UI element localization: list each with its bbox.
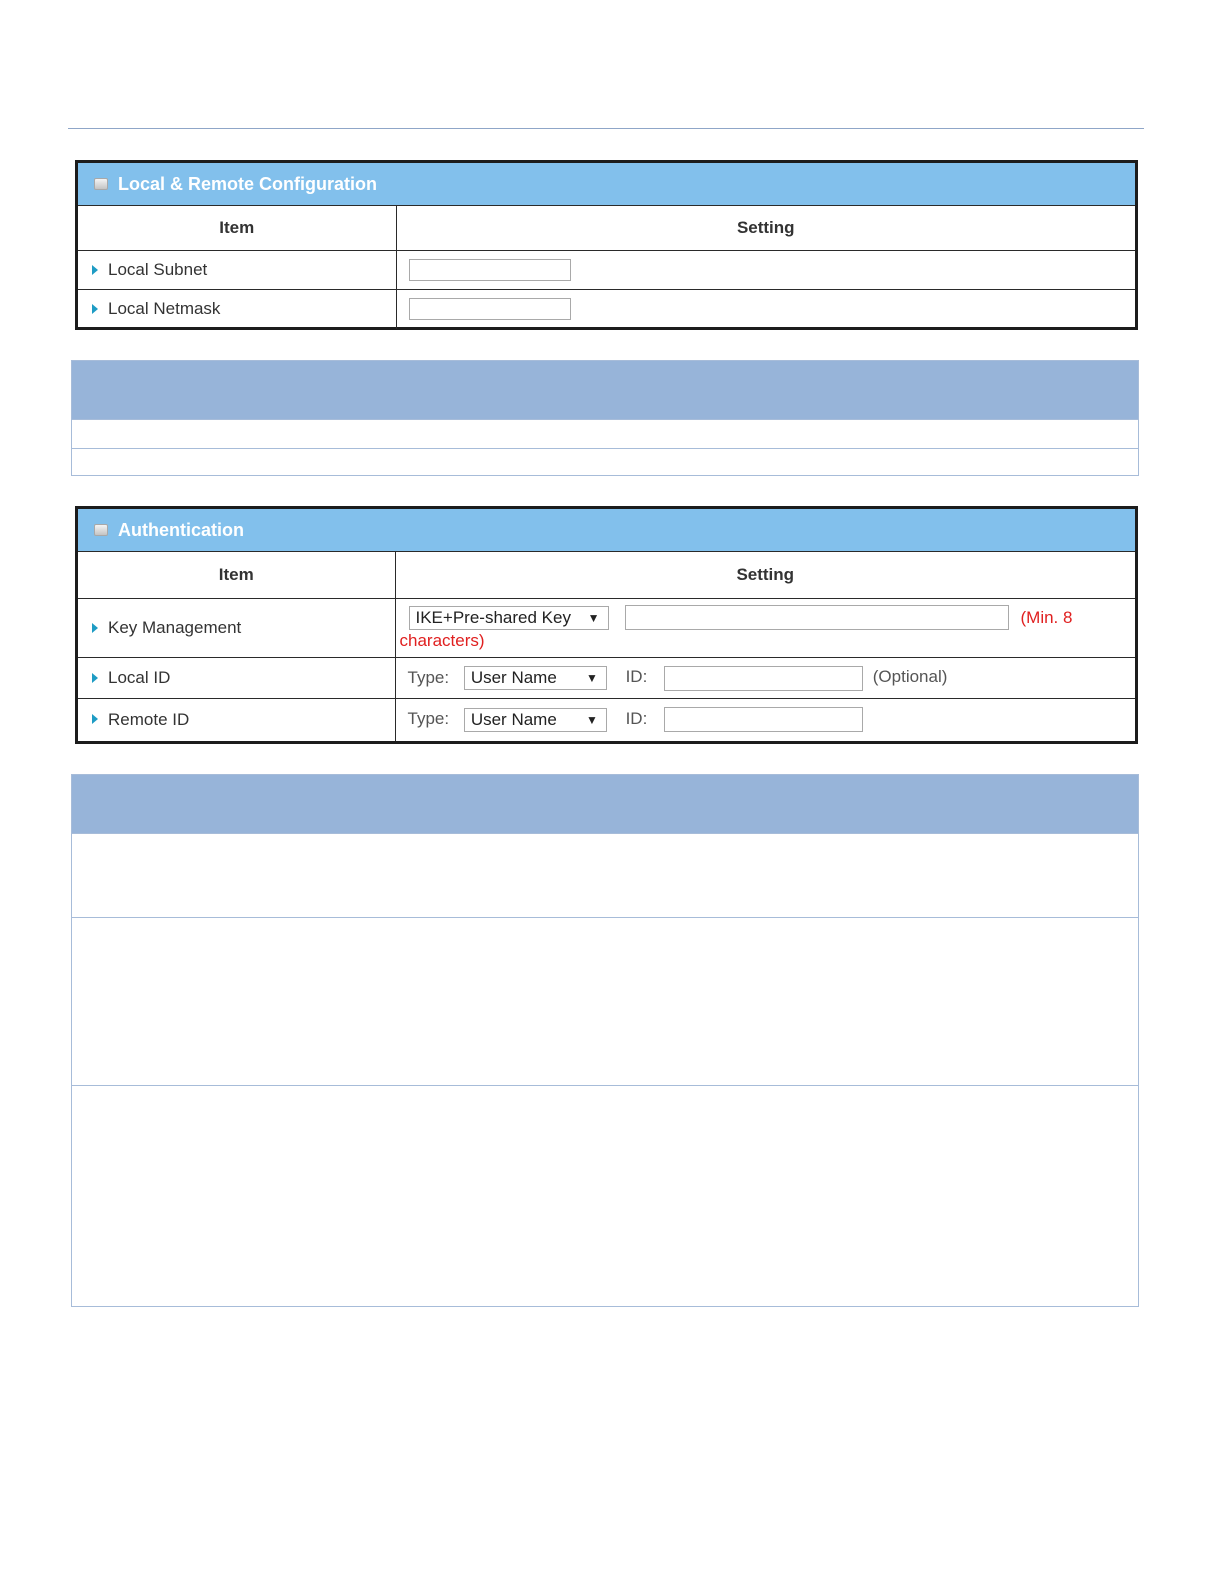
remote-id-type-select[interactable] (464, 708, 607, 732)
triangle-right-icon (92, 304, 98, 314)
triangle-right-icon (92, 623, 98, 633)
column-header-setting: Setting (395, 552, 1135, 599)
table-row (78, 658, 1135, 699)
table-row (78, 251, 1135, 290)
column-header-item: Item (78, 206, 396, 251)
description-header (72, 775, 1138, 833)
min-chars-hint: (Min. 8 (1020, 607, 1073, 627)
key-management-label: Key Management (108, 618, 242, 637)
dropdown-caret-icon: ▼ (585, 671, 598, 685)
key-management-select-value: IKE+Pre-shared Key (415, 607, 571, 627)
top-rule (68, 128, 1144, 129)
panel-header (78, 163, 1135, 205)
description-row (72, 419, 1138, 448)
local-id-id-label: ID: (625, 667, 648, 687)
panel-title: Authentication (118, 519, 244, 540)
panel-title: Local & Remote Configuration (118, 173, 378, 194)
triangle-right-icon (92, 673, 98, 683)
auth-table (78, 551, 1135, 741)
description-row (72, 448, 1138, 477)
dropdown-caret-icon: ▼ (585, 712, 598, 727)
remote-id-label: Remote ID (108, 709, 190, 729)
local-id-type-label: Type: (407, 667, 450, 687)
remote-id-type-value: User Name (470, 709, 557, 729)
local-id-type-select[interactable] (464, 666, 607, 690)
config-table (78, 205, 1135, 329)
description-table-2 (71, 774, 1139, 1307)
description-row (72, 1085, 1138, 1308)
local-netmask-input[interactable] (409, 298, 571, 320)
local-id-input[interactable] (664, 666, 863, 691)
local-subnet-input[interactable] (409, 259, 571, 281)
column-header-setting: Setting (396, 206, 1135, 251)
description-table-1 (71, 360, 1139, 476)
optional-note: (Optional) (872, 667, 948, 687)
panel-header (78, 509, 1135, 551)
window-icon (94, 178, 108, 190)
description-header (72, 361, 1138, 419)
remote-id-type-label: Type: (407, 709, 450, 729)
remote-id-input[interactable] (664, 707, 863, 732)
triangle-right-icon (92, 265, 98, 275)
description-row (72, 833, 1138, 917)
local-id-type-value: User Name (470, 668, 557, 687)
key-management-select[interactable] (409, 606, 609, 630)
column-header-item: Item (78, 552, 395, 599)
pre-shared-key-input[interactable] (625, 605, 1009, 630)
description-row (72, 917, 1138, 1085)
table-row (78, 699, 1135, 741)
local-subnet-label: Local Subnet (108, 260, 208, 279)
authentication-panel (75, 506, 1138, 744)
local-remote-config-panel (75, 160, 1138, 330)
table-row (78, 290, 1135, 329)
remote-id-id-label: ID: (625, 709, 648, 729)
triangle-right-icon (92, 714, 98, 724)
local-id-label: Local ID (108, 668, 171, 687)
dropdown-caret-icon: ▼ (587, 610, 600, 625)
table-row (78, 599, 1135, 658)
min-chars-hint-cont: characters) (399, 631, 485, 650)
window-icon (94, 524, 108, 536)
local-netmask-label: Local Netmask (108, 299, 221, 319)
